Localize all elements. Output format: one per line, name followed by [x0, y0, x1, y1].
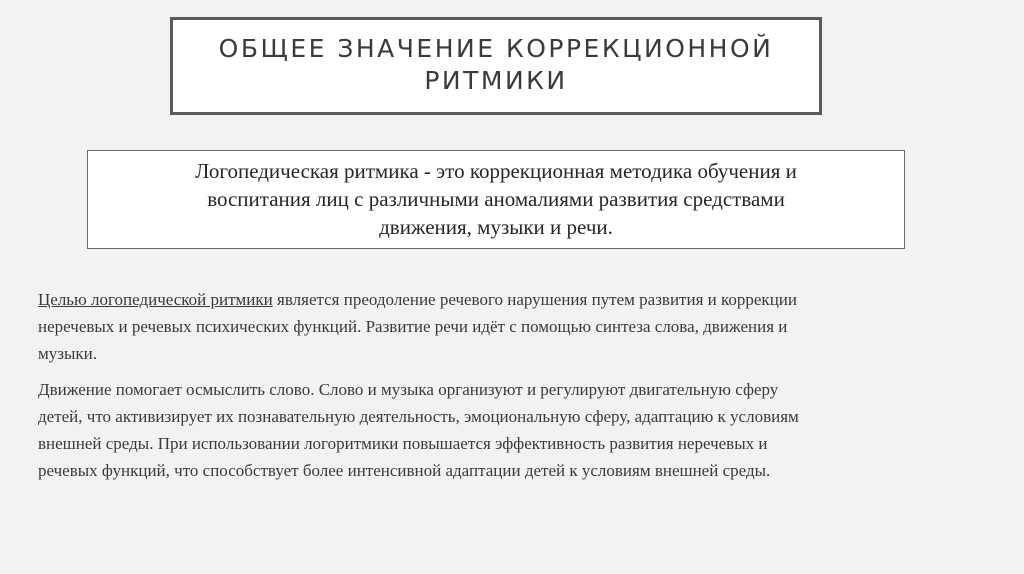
body-text: [38, 286, 998, 493]
title-box: [170, 17, 822, 115]
paragraph-movement: Движение помогает осмыслить слово. Слово и музыка организуют и регулируют двигательную сферу детей, что активизирует их познавательную деятельность, эмоциональную сферу, адаптацию к условиям внешней среды. При использовании логоритмики повышается эффективность развития неречевых и речевых функций, что способствует более интенсивной адаптации детей к условиям внешней среды.: [38, 380, 799, 480]
goal-paragraph-rest: является преодоление речевого нарушения путем развития и коррекции неречевых и речевых психических функций. Развитие речи идёт с помощью синтеза слова, движения и музыки.: [38, 290, 797, 363]
definition-box: [87, 150, 905, 249]
paragraph-goal: [38, 286, 998, 367]
slide-title: ОБЩЕЕ ЗНАЧЕНИЕ КОРРЕКЦИОННОЙ РИТМИКИ: [218, 34, 774, 95]
definition-text: Логопедическая ритмика - это коррекционная методика обучения и воспитания лиц с различными аномалиями развития средствами движения, музыки и речи.: [195, 159, 797, 239]
goal-underlined-phrase: Целью логопедической ритмики: [38, 290, 273, 309]
